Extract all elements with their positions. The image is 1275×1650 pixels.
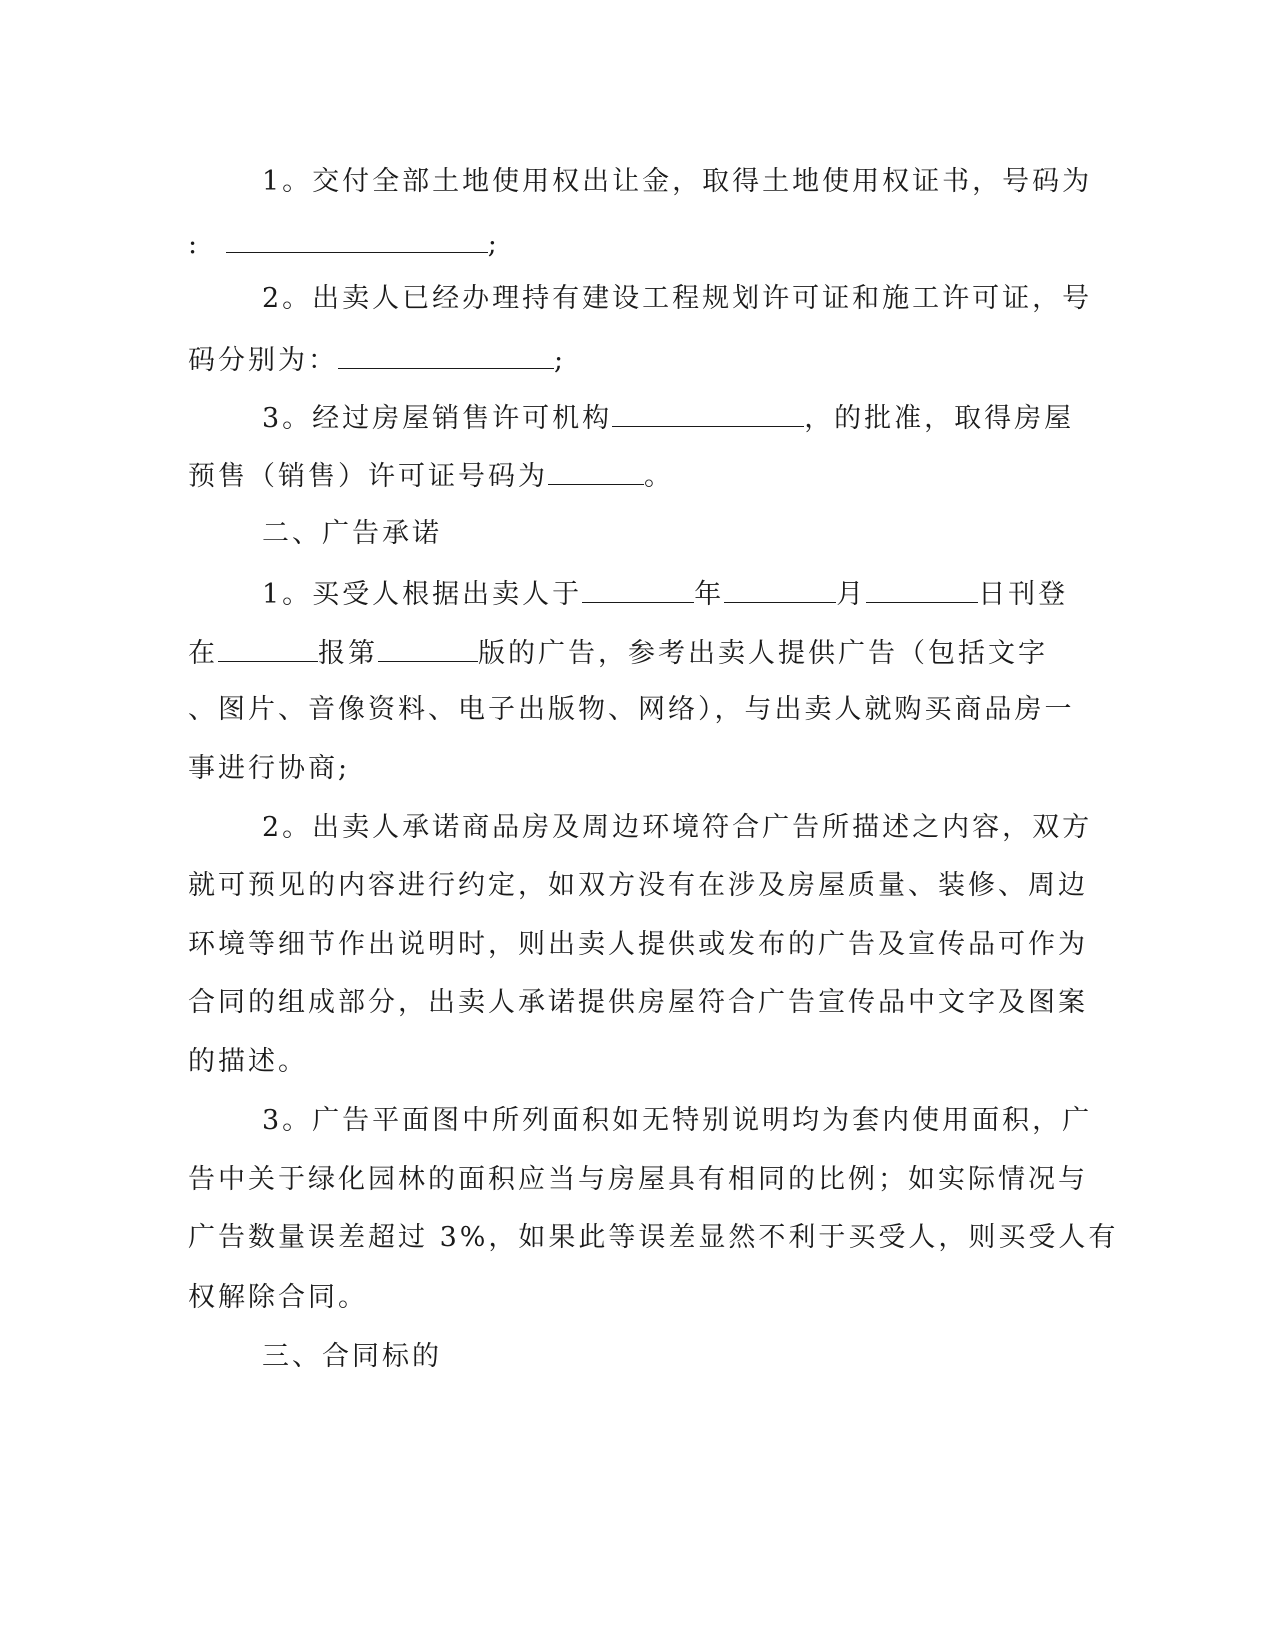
fill-in-blank[interactable] xyxy=(548,458,644,485)
text-segment: ; xyxy=(554,345,567,376)
text-segment: 报第 xyxy=(318,638,378,669)
text-segment: 合同的组成部分，出卖人承诺提供房屋符合广告宣传品中文字及图案 xyxy=(188,987,1088,1018)
text-segment: 广告数量误差超过 3%，如果此等误差显然不利于买受人，则买受人有 xyxy=(188,1222,1119,1253)
text-segment: 三、合同标的 xyxy=(262,1341,442,1372)
fill-in-blank[interactable] xyxy=(582,576,694,603)
text-line xyxy=(188,1281,1068,1315)
fill-in-blank[interactable] xyxy=(226,226,488,253)
text-line xyxy=(262,400,1142,434)
text-segment: 1。买受人根据出卖人于 xyxy=(262,579,583,610)
text-segment: 月 xyxy=(836,579,867,610)
text-segment: ; xyxy=(487,229,500,260)
text-line xyxy=(262,1104,1142,1138)
text-segment: 权解除合同。 xyxy=(188,1282,368,1313)
text-line xyxy=(188,986,1088,1020)
text-segment: 预售（销售）许可证号码为 xyxy=(188,461,548,492)
text-line xyxy=(188,1163,1088,1197)
text-line xyxy=(188,693,1075,727)
text-segment: ，的批准，取得房屋 xyxy=(804,403,1075,434)
text-segment: 1。交付全部土地使用权出让金，取得土地使用权证书，号码为 xyxy=(262,166,1093,197)
text-segment: 、图片、音像资料、电子出版物、网络），与出卖人就购买商品房一 xyxy=(188,694,1075,725)
text-segment: 3。广告平面图中所列面积如无特别说明均为套内使用面积，广 xyxy=(262,1105,1093,1136)
text-segment: 。 xyxy=(644,461,674,492)
fill-in-blank[interactable] xyxy=(612,400,804,427)
text-line xyxy=(262,282,1142,316)
fill-in-blank[interactable] xyxy=(724,576,836,603)
text-segment: 就可预见的内容进行约定，如双方没有在涉及房屋质量、装修、周边 xyxy=(188,870,1088,901)
section-heading xyxy=(262,1340,1142,1374)
text-segment: 事进行协商; xyxy=(188,753,351,784)
fill-in-blank[interactable] xyxy=(378,635,478,662)
text-segment: 码分别为： xyxy=(188,345,338,376)
text-line xyxy=(262,811,1142,845)
section-heading xyxy=(262,517,1142,551)
text-line xyxy=(188,1221,1119,1255)
text-segment: 3。经过房屋销售许可机构 xyxy=(262,403,613,434)
fill-in-blank[interactable] xyxy=(218,635,318,662)
text-line xyxy=(188,635,1068,669)
text-segment: 2。出卖人已经办理持有建设工程规划许可证和施工许可证，号 xyxy=(262,283,1093,314)
text-line xyxy=(188,752,1068,786)
text-segment: 在 xyxy=(188,638,218,669)
text-segment: 日刊登 xyxy=(978,579,1069,610)
text-line xyxy=(188,1045,1068,1079)
fill-in-blank[interactable] xyxy=(866,576,978,603)
text-segment: 年 xyxy=(694,579,725,610)
text-segment: 二、广告承诺 xyxy=(262,518,442,549)
text-segment: 环境等细节作出说明时，则出卖人提供或发布的广告及宣传品可作为 xyxy=(188,929,1088,960)
text-line xyxy=(188,928,1088,962)
text-line xyxy=(262,165,1142,199)
text-line xyxy=(188,342,1068,376)
text-segment: 2。出卖人承诺商品房及周边环境符合广告所描述之内容，双方 xyxy=(262,812,1093,843)
fill-in-blank[interactable] xyxy=(338,342,554,369)
text-segment: 告中关于绿化园林的面积应当与房屋具有相同的比例；如实际情况与 xyxy=(188,1164,1088,1195)
text-line xyxy=(188,458,1068,492)
text-segment: 版的广告，参考出卖人提供广告（包括文字 xyxy=(478,638,1048,669)
text-line xyxy=(188,226,1068,260)
text-segment: : xyxy=(188,229,201,260)
text-line xyxy=(188,869,1088,903)
text-segment: 的描述。 xyxy=(188,1046,308,1077)
text-line xyxy=(262,576,1142,610)
